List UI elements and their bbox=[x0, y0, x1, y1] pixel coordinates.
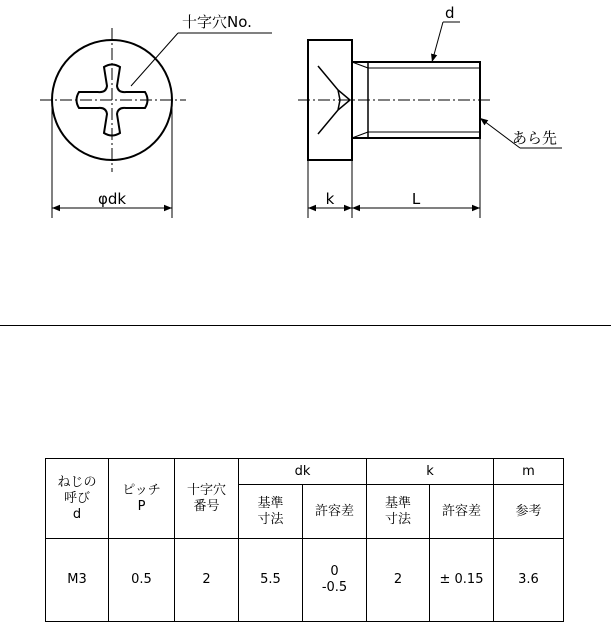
label-d: d bbox=[445, 4, 455, 22]
cell-cross-recess-no: 2 bbox=[175, 539, 239, 622]
leader-d bbox=[432, 22, 443, 62]
cell-dk-tolerance: 0 -0.5 bbox=[303, 539, 367, 622]
header-dk-tolerance: 許容差 bbox=[303, 485, 367, 539]
label-head-height: k bbox=[325, 190, 335, 208]
dimension-table bbox=[45, 458, 564, 622]
header-k: k bbox=[367, 459, 494, 485]
table-header-row-1 bbox=[46, 459, 564, 485]
header-dk-basic: 基準 寸法 bbox=[239, 485, 303, 539]
cell-k-basic: 2 bbox=[367, 539, 430, 622]
cell-pitch: 0.5 bbox=[109, 539, 175, 622]
label-head-diameter: φdk bbox=[97, 190, 127, 208]
header-m-reference: 参考 bbox=[494, 485, 564, 539]
label-coarse-end: あら先 bbox=[512, 129, 558, 147]
cell-dk-basic: 5.5 bbox=[239, 539, 303, 622]
section-divider bbox=[0, 325, 611, 326]
header-thread-size: ねじの 呼び d bbox=[46, 459, 109, 539]
cell-m-reference: 3.6 bbox=[494, 539, 564, 622]
header-k-basic: 基準 寸法 bbox=[367, 485, 430, 539]
header-m: m bbox=[494, 459, 564, 485]
label-length: L bbox=[411, 190, 421, 208]
header-cross-recess-no: 十字穴 番号 bbox=[175, 459, 239, 539]
table-row bbox=[46, 539, 564, 622]
screw-side-view bbox=[298, 22, 562, 218]
head-top-view bbox=[40, 28, 272, 218]
cell-k-tolerance: ± 0.15 bbox=[430, 539, 494, 622]
header-k-tolerance: 許容差 bbox=[430, 485, 494, 539]
cell-thread-size: M3 bbox=[46, 539, 109, 622]
header-dk: dk bbox=[239, 459, 367, 485]
leader-cross-recess bbox=[131, 33, 178, 86]
label-cross-recess-no: 十字穴No. bbox=[182, 13, 252, 31]
header-pitch: ピッチ P bbox=[109, 459, 175, 539]
